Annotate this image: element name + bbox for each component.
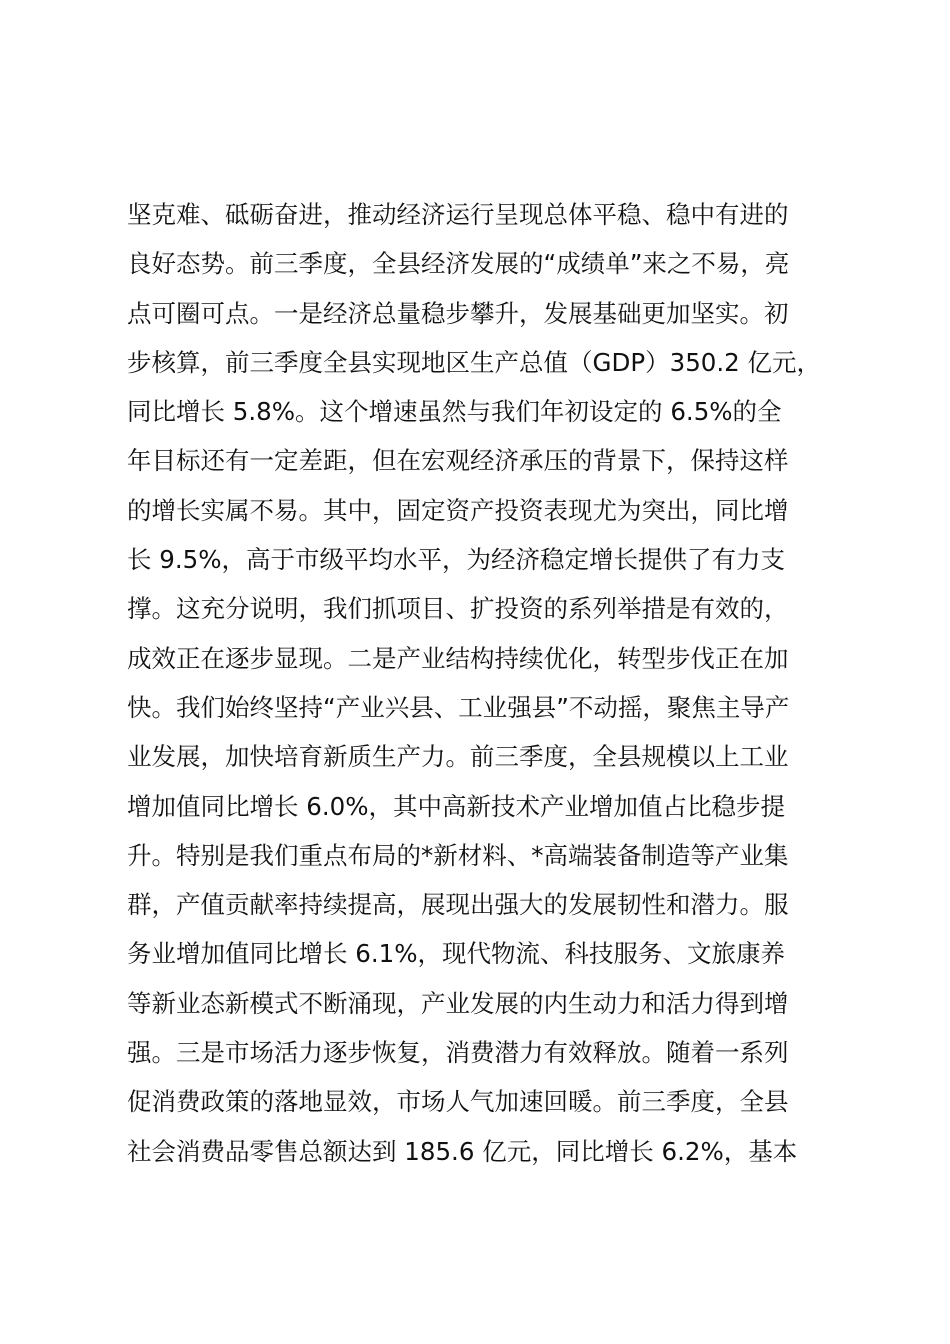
text-line: 促消费政策的落地显效，市场人气加速回暖。前三季度，全县	[127, 1087, 789, 1117]
text-line: 社会消费品零售总额达到 185.6 亿元，同比增长 6.2%，基本	[127, 1136, 798, 1166]
text-line: 坚克难、砥砺奋进，推动经济运行呈现总体平稳、稳中有进的	[127, 200, 789, 229]
text-line: 同比增长 5.8%。这个增速虽然与我们年初设定的 6.5%的全	[127, 397, 782, 427]
text-line: 增加值同比增长 6.0%，其中高新技术产业增加值占比稳步提	[127, 791, 786, 821]
text-line: 强。三是市场活力逐步恢复，消费潜力有效释放。随着一系列	[127, 1038, 789, 1068]
text-line: 快。我们始终坚持“产业兴县、工业强县”不动摇，聚焦主导产	[127, 692, 790, 722]
body-paragraph	[127, 190, 847, 1176]
text-line: 点可圈可点。一是经济总量稳步攀升，发展基础更加坚实。初	[127, 298, 789, 328]
text-line: 群，产值贡献率持续提高，展现出强大的发展韧性和潜力。服	[127, 890, 789, 920]
text-line: 年目标还有一定差距，但在宏观经济承压的背景下，保持这样	[127, 446, 789, 476]
text-line: 步核算，前三季度全县实现地区生产总值（GDP）350.2 亿元，	[127, 347, 822, 377]
text-line: 业发展，加快培育新质生产力。前三季度，全县规模以上工业	[127, 742, 789, 772]
text-line: 成效正在逐步显现。二是产业结构持续优化，转型步伐正在加	[127, 643, 789, 673]
text-line: 撑。这充分说明，我们抓项目、扩投资的系列举措是有效的，	[127, 594, 789, 624]
text-line: 升。特别是我们重点布局的*新材料、*高端装备制造等产业集	[127, 840, 789, 870]
text-line: 长 9.5%，高于市级平均水平，为经济稳定增长提供了有力支	[127, 545, 786, 575]
text-line: 的增长实属不易。其中，固定资产投资表现尤为突出，同比增	[127, 495, 789, 525]
text-line: 良好态势。前三季度，全县经济发展的“成绩单”来之不易，亮	[127, 249, 790, 279]
text-line: 等新业态新模式不断涌现，产业发展的内生动力和活力得到增	[127, 988, 789, 1018]
text-line: 务业增加值同比增长 6.1%，现代物流、科技服务、文旅康养	[127, 939, 786, 969]
